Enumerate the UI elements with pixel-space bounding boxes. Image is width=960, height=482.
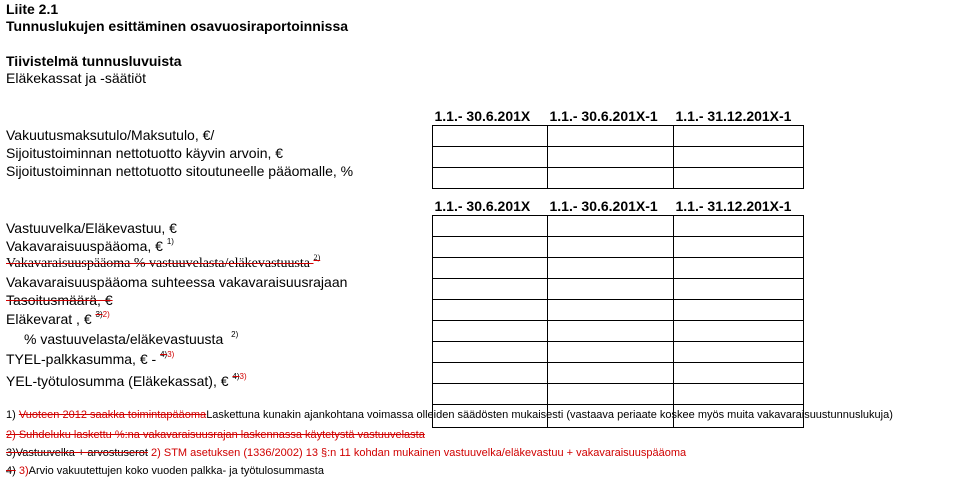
footnote-3: 3)Vastuuvelka + arvostuserot 2) STM asetuksen (1336/2002) 13 §:n 11 kohdan mukainen vastuuvelka/eläkevastuu + vakavaraisuuspääoma xyxy=(6,447,687,459)
column-header: 1.1.- 30.6.201X xyxy=(434,108,531,124)
summary-subtitle: Eläkekassat ja -säätiöt xyxy=(6,70,147,86)
table-cell[interactable] xyxy=(433,342,548,363)
column-header: 1.1.- 30.6.201X-1 xyxy=(549,198,658,214)
table-cell[interactable] xyxy=(674,216,804,237)
table-cell[interactable] xyxy=(548,363,674,384)
column-header: 1.1.- 31.12.201X-1 xyxy=(675,108,792,124)
table-cell[interactable] xyxy=(548,168,674,189)
table-cell[interactable] xyxy=(674,300,804,321)
table-cell[interactable] xyxy=(674,258,804,279)
table-cell[interactable] xyxy=(674,321,804,342)
table-cell[interactable] xyxy=(674,126,804,147)
table-cell[interactable] xyxy=(433,300,548,321)
table-cell[interactable] xyxy=(548,258,674,279)
table-cell[interactable] xyxy=(674,147,804,168)
table-cell[interactable] xyxy=(433,147,548,168)
table-cell[interactable] xyxy=(674,363,804,384)
column-header: 1.1.- 30.6.201X xyxy=(434,198,531,214)
row-label-tasoitusmaara: Tasoitusmäärä, € xyxy=(6,292,113,308)
footnote-1: 1) Vuoteen 2012 saakka toimintapääomaLaskettuna kunakin ajankohtana voimassa olleiden säädösten mukaisesti (vastaava periaate koskee myös muita vakavaraisuustunnuslukuja) xyxy=(6,409,893,421)
row-label-suhteessa: Vakavaraisuuspääoma suhteessa vakavaraisuusrajaan xyxy=(6,274,348,290)
column-header: 1.1.- 30.6.201X-1 xyxy=(549,108,658,124)
table-cell[interactable] xyxy=(548,126,674,147)
table-cell[interactable] xyxy=(548,321,674,342)
table-cell[interactable] xyxy=(548,342,674,363)
table-cell[interactable] xyxy=(548,300,674,321)
table-cell[interactable] xyxy=(548,237,674,258)
table-cell[interactable] xyxy=(548,384,674,405)
table-cell[interactable] xyxy=(674,237,804,258)
row-label-struck-vakavaraisuus-pct: Vakavaraisuuspääoma % vastuuvelasta/eläkevastuusta $^{2)}$ xyxy=(6,253,321,271)
row-label-tyel: TYEL-palkkasumma, € - $^{4)3)}$ xyxy=(6,350,175,367)
page-title: Tunnuslukujen esittäminen osavuosiraportoinnissa xyxy=(6,18,349,34)
row-label-nettotuotto-kayvin: Sijoitustoiminnan nettotuotto käyvin arvoin, € xyxy=(6,145,284,161)
table-cell[interactable] xyxy=(433,168,548,189)
table-cell[interactable] xyxy=(433,258,548,279)
row-label-maksutulo: Vakuutusmaksutulo/Maksutulo, €/ xyxy=(6,127,215,143)
table-cell[interactable] xyxy=(548,216,674,237)
table-cell[interactable] xyxy=(433,216,548,237)
footnote-2-struck: 2) Suhdeluku laskettu %:na vakavaraisuusrajan laskennassa käytetystä vastuuvelasta xyxy=(6,429,425,441)
table-cell[interactable] xyxy=(433,321,548,342)
row-label-pct-vastuu: % vastuuvelasta/eläkevastuusta $^{2)}$ xyxy=(24,330,239,347)
row-label-vakavaraisuuspaaoma: Vakavaraisuuspääoma, € $^{1)}$ xyxy=(6,237,174,254)
row-label-yel: YEL-työtulosumma (Eläkekassat), € $^{4)3)}$ xyxy=(6,372,247,389)
row-label-elakevarat: Eläkevarat , € $^{3)2)}$ xyxy=(6,310,110,327)
table-cell[interactable] xyxy=(674,168,804,189)
table-cell[interactable] xyxy=(433,237,548,258)
row-label-vastuuvelka: Vastuuvelka/Eläkevastuu, € xyxy=(6,220,177,236)
table-cell[interactable] xyxy=(433,126,548,147)
row-label-nettotuotto-sitoutuneelle: Sijoitustoiminnan nettotuotto sitoutuneelle pääomalle, % xyxy=(6,163,354,179)
table-cell[interactable] xyxy=(674,342,804,363)
attachment-label: Liite 2.1 xyxy=(6,1,59,17)
summary-title: Tiivistelmä tunnusluvuista xyxy=(6,53,182,69)
table-cell[interactable] xyxy=(548,279,674,300)
table-cell[interactable] xyxy=(433,384,548,405)
table-cell[interactable] xyxy=(433,363,548,384)
table-cell[interactable] xyxy=(674,279,804,300)
table-cell[interactable] xyxy=(433,279,548,300)
section2-table xyxy=(432,197,804,428)
footnote-4: 4) 3)Arvio vakuutettujen koko vuoden palkka- ja työtulosummasta xyxy=(6,465,324,477)
column-header: 1.1.- 31.12.201X-1 xyxy=(675,198,792,214)
section1-table xyxy=(432,107,804,189)
table-cell[interactable] xyxy=(674,384,804,405)
table-cell[interactable] xyxy=(548,147,674,168)
